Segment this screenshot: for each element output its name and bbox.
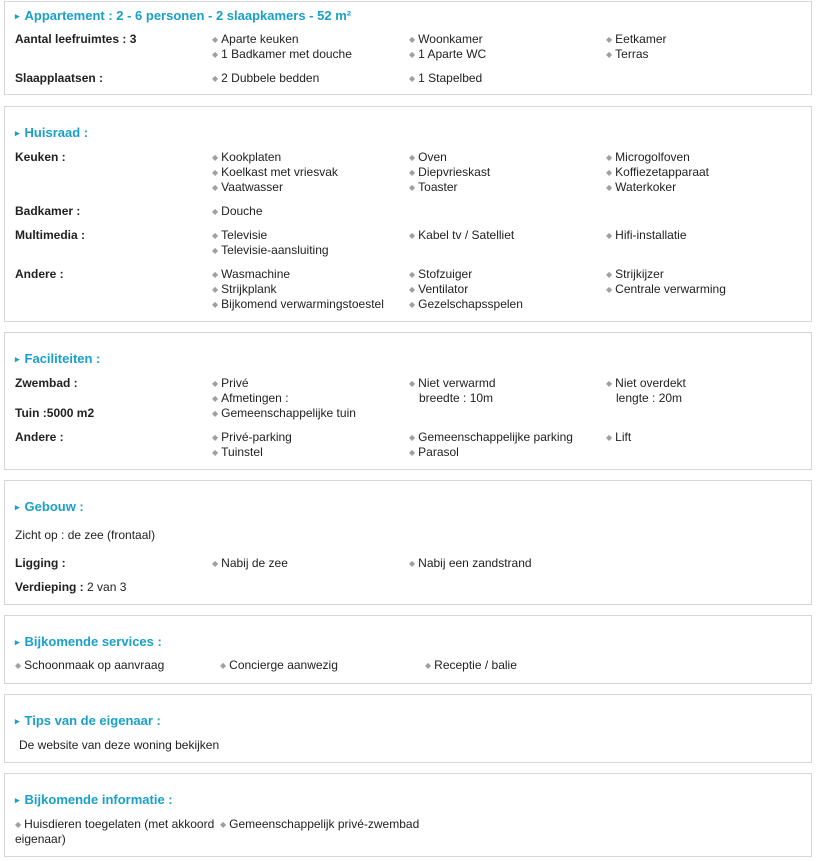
building-section — [4, 480, 812, 605]
bullet-icon: ◆ — [212, 231, 219, 240]
owner-website-link[interactable]: De website van deze woning bekijken — [19, 738, 220, 752]
list-item: ◆ Oven — [409, 150, 447, 164]
list-item: ◆ Lift — [606, 430, 632, 444]
bullet-icon: ◆ — [212, 153, 219, 162]
facilities-other-label: Andere : — [15, 430, 64, 444]
list-item: ◆ 2 Dubbele bedden — [212, 71, 320, 85]
facilities-other-col-2 — [409, 430, 573, 460]
bullet-icon: ◆ — [15, 661, 22, 670]
location-col-2 — [409, 556, 532, 571]
bullet-icon: ◆ — [212, 207, 219, 216]
facilities-other-col-1 — [212, 430, 292, 460]
list-item: ◆ Koelkast met vriesvak — [212, 165, 338, 179]
bullet-icon: ◆ — [212, 379, 219, 388]
bullet-icon: ◆ — [409, 270, 416, 279]
kitchen-col-2 — [409, 150, 490, 195]
location-col-1 — [212, 556, 288, 571]
bullet-icon: ◆ — [212, 559, 219, 568]
pool-label: Zwembad : — [15, 376, 78, 390]
list-item: ◆ Stofzuiger — [409, 267, 473, 281]
pool-col-1 — [212, 376, 289, 406]
tips-section — [4, 694, 812, 763]
bullet-icon: ◆ — [606, 433, 613, 442]
bullet-icon: ◆ — [212, 74, 219, 83]
list-item: ◆ Woonkamer — [409, 32, 483, 46]
bullet-icon: ◆ — [212, 183, 219, 192]
list-item: ◆ Receptie / balie — [425, 658, 517, 672]
rooms-label: Aantal leefruimtes : 3 — [15, 32, 137, 46]
list-item: ◆ Nabij een zandstrand — [409, 556, 532, 570]
arrow-right-icon: ▸ — [15, 795, 20, 805]
list-item: ◆ Televisie-aansluiting — [212, 243, 329, 257]
arrow-right-icon: ▸ — [15, 716, 20, 726]
kitchen-col-3 — [606, 150, 709, 195]
sleep-col-1 — [212, 71, 319, 86]
bullet-icon: ◆ — [606, 50, 613, 59]
bullet-icon: ◆ — [15, 820, 22, 829]
bullet-icon: ◆ — [606, 379, 613, 388]
bullet-icon: ◆ — [220, 820, 227, 829]
pool-col-3 — [606, 376, 686, 406]
list-item: ◆ Niet verwarmd — [409, 376, 496, 390]
bullet-icon: ◆ — [409, 153, 416, 162]
arrow-right-icon: ▸ — [15, 637, 20, 647]
bullet-icon: ◆ — [409, 183, 416, 192]
bullet-icon: ◆ — [409, 433, 416, 442]
list-item: ◆ Televisie — [212, 228, 268, 242]
list-item: ◆ Terras — [606, 47, 649, 61]
facilities-other-col-3 — [606, 430, 631, 445]
bullet-icon: ◆ — [606, 153, 613, 162]
list-item: ◆ Ventilator — [409, 282, 469, 296]
bullet-icon: ◆ — [606, 270, 613, 279]
arrow-right-icon: ▸ — [15, 502, 20, 512]
bath-col-1 — [212, 204, 263, 219]
list-item: ◆ Privé — [212, 376, 249, 390]
bullet-icon: ◆ — [606, 168, 613, 177]
apartment-section — [4, 1, 812, 95]
media-col-2 — [409, 228, 514, 243]
bullet-icon: ◆ — [212, 35, 219, 44]
list-item: ◆ Afmetingen : — [212, 391, 289, 405]
bullet-icon: ◆ — [409, 300, 416, 309]
rooms-col-1 — [212, 32, 352, 62]
rooms-col-3 — [606, 32, 667, 62]
list-item: ◆ Microgolfoven — [606, 150, 690, 164]
bullet-icon: ◆ — [212, 433, 219, 442]
list-item: ◆ Wasmachine — [212, 267, 291, 281]
arrow-right-icon: ▸ — [15, 11, 20, 21]
list-item: ◆ Waterkoker — [606, 180, 677, 194]
list-item: ◆ Vaatwasser — [212, 180, 283, 194]
info-title: ▸ Bijkomende informatie : — [15, 792, 173, 807]
list-item: ◆ Tuinstel — [212, 445, 263, 459]
bullet-icon: ◆ — [212, 270, 219, 279]
service-item-3 — [425, 658, 517, 673]
list-item: ◆ Parasol — [409, 445, 459, 459]
media-col-3 — [606, 228, 687, 243]
list-item: ◆ Koffiezetapparaat — [606, 165, 710, 179]
bullet-icon: ◆ — [409, 559, 416, 568]
list-item: ◆ Diepvrieskast — [409, 165, 491, 179]
bullet-icon: ◆ — [409, 379, 416, 388]
list-item: ◆ Strijkijzer — [606, 267, 664, 281]
list-item: ◆ Kookplaten — [212, 150, 282, 164]
floor-label: Verdieping : 2 van 3 — [15, 580, 127, 594]
household-other-col-3 — [606, 267, 726, 297]
list-item: ◆ Douche — [212, 204, 263, 218]
service-item-2 — [220, 658, 338, 673]
rooms-col-2 — [409, 32, 486, 62]
list-item: ◆ Niet overdekt — [606, 376, 686, 390]
bullet-icon: ◆ — [606, 285, 613, 294]
facilities-title: ▸ Faciliteiten : — [15, 351, 101, 366]
garden-col-1 — [212, 406, 356, 421]
media-label: Multimedia : — [15, 228, 86, 242]
location-label: Ligging : — [15, 556, 66, 570]
list-item: ◆ Concierge aanwezig — [220, 658, 338, 672]
info-item-pool: ◆ Gemeenschappelijk privé-zwembad — [220, 817, 420, 831]
bullet-icon: ◆ — [212, 285, 219, 294]
household-other-col-2 — [409, 267, 523, 312]
kitchen-col-1 — [212, 150, 338, 195]
bullet-icon: ◆ — [220, 661, 227, 670]
list-item: ◆ Gezelschapsspelen — [409, 297, 523, 311]
bullet-icon: ◆ — [409, 74, 416, 83]
list-item: breedte : 10m — [419, 391, 494, 405]
view-text: Zicht op : de zee (frontaal) — [15, 528, 156, 542]
bullet-icon: ◆ — [212, 448, 219, 457]
sleep-col-2 — [409, 71, 482, 86]
bath-label: Badkamer : — [15, 204, 81, 218]
services-title: ▸ Bijkomende services : — [15, 634, 162, 649]
list-item: ◆ Centrale verwarming — [606, 282, 726, 296]
tips-title: ▸ Tips van de eigenaar : — [15, 713, 161, 728]
bullet-icon: ◆ — [212, 246, 219, 255]
bullet-icon: ◆ — [409, 448, 416, 457]
bullet-icon: ◆ — [212, 300, 219, 309]
kitchen-label: Keuken : — [15, 150, 66, 164]
list-item: ◆ Aparte keuken — [212, 32, 299, 46]
list-item: ◆ 1 Aparte WC — [409, 47, 487, 61]
list-item: ◆ 1 Badkamer met douche — [212, 47, 352, 61]
arrow-right-icon: ▸ — [15, 128, 20, 138]
sleep-label: Slaapplaatsen : — [15, 71, 104, 85]
list-item: ◆ 1 Stapelbed — [409, 71, 483, 85]
list-item: ◆ Gemeenschappelijke tuin — [212, 406, 356, 420]
info-item-pets: ◆ Huisdieren toegelaten (met akkoord eigenaar) — [15, 817, 215, 846]
household-other-col-1 — [212, 267, 384, 312]
floor-value: 2 van 3 — [83, 580, 127, 594]
list-item: ◆ Eetkamer — [606, 32, 667, 46]
garden-label: Tuin :5000 m2 — [15, 406, 95, 420]
household-other-label: Andere : — [15, 267, 64, 281]
household-title: ▸ Huisraad : — [15, 125, 89, 140]
service-item-1 — [15, 658, 164, 673]
info-section — [4, 773, 812, 857]
list-item: ◆ Privé-parking — [212, 430, 292, 444]
bullet-icon: ◆ — [606, 35, 613, 44]
facilities-section — [4, 332, 812, 470]
building-title: ▸ Gebouw : — [15, 499, 84, 514]
bullet-icon: ◆ — [212, 394, 219, 403]
bullet-icon: ◆ — [212, 168, 219, 177]
bullet-icon: ◆ — [606, 183, 613, 192]
arrow-right-icon: ▸ — [15, 354, 20, 364]
list-item: ◆ Kabel tv / Satelliet — [409, 228, 515, 242]
bullet-icon: ◆ — [409, 285, 416, 294]
list-item: ◆ Strijkplank — [212, 282, 277, 296]
bullet-icon: ◆ — [409, 231, 416, 240]
list-item: lengte : 20m — [616, 391, 683, 405]
bullet-icon: ◆ — [409, 35, 416, 44]
list-item: ◆ Bijkomend verwarmingstoestel — [212, 297, 384, 311]
bullet-icon: ◆ — [409, 168, 416, 177]
services-section — [4, 615, 812, 684]
list-item: ◆ Gemeenschappelijke parking — [409, 430, 573, 444]
list-item: ◆ Toaster — [409, 180, 458, 194]
list-item: ◆ Hifi-installatie — [606, 228, 687, 242]
pool-col-2 — [409, 376, 496, 406]
bullet-icon: ◆ — [212, 409, 219, 418]
bullet-icon: ◆ — [212, 50, 219, 59]
bullet-icon: ◆ — [409, 50, 416, 59]
list-item: ◆ Nabij de zee — [212, 556, 288, 570]
list-item: ◆ Schoonmaak op aanvraag — [15, 658, 165, 672]
media-col-1 — [212, 228, 329, 258]
bullet-icon: ◆ — [425, 661, 432, 670]
household-section — [4, 106, 812, 322]
bullet-icon: ◆ — [606, 231, 613, 240]
apartment-title: ▸ Appartement : 2 - 6 personen - 2 slaapkamers - 52 m² — [15, 8, 352, 23]
